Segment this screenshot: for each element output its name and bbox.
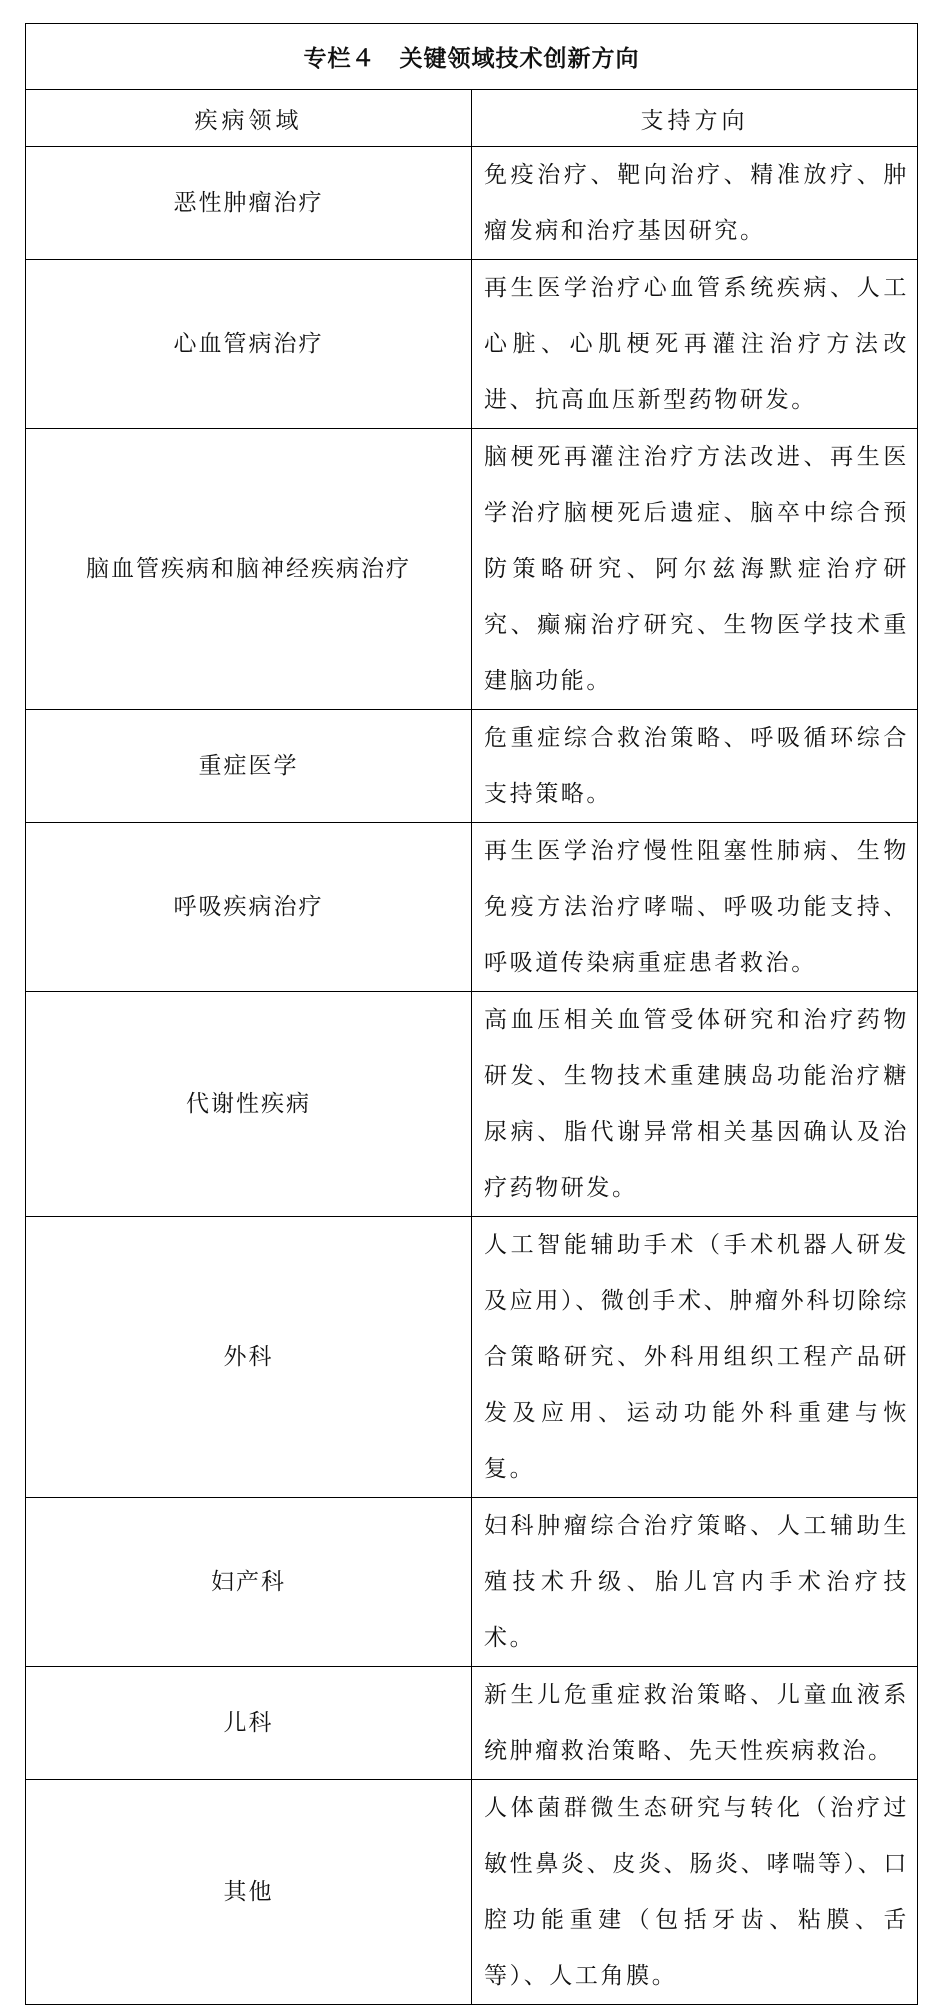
table-row xyxy=(26,147,918,260)
table-title: 专栏４ 关键领域技术创新方向 xyxy=(26,24,918,90)
column-header-direction: 支持方向 xyxy=(472,90,918,147)
field-cell: 脑血管疾病和脑神经疾病治疗 xyxy=(26,429,472,710)
direction-cell: 免疫治疗、靶向治疗、精准放疗、肿瘤发病和治疗基因研究。 xyxy=(472,147,918,260)
table-row xyxy=(26,429,918,710)
field-cell: 外科 xyxy=(26,1217,472,1498)
field-cell: 妇产科 xyxy=(26,1498,472,1667)
direction-cell: 再生医学治疗心血管系统疾病、人工心脏、心肌梗死再灌注治疗方法改进、抗高血压新型药物研发。 xyxy=(472,260,918,429)
direction-cell: 人工智能辅助手术（手术机器人研发及应用）、微创手术、肿瘤外科切除综合策略研究、外科用组织工程产品研发及应用、运动功能外科重建与恢复。 xyxy=(472,1217,918,1498)
table-row xyxy=(26,823,918,992)
table-row xyxy=(26,1217,918,1498)
direction-cell: 人体菌群微生态研究与转化（治疗过敏性鼻炎、皮炎、肠炎、哮喘等）、口腔功能重建（包括牙齿、粘膜、舌等）、人工角膜。 xyxy=(472,1780,918,2005)
field-cell: 呼吸疾病治疗 xyxy=(26,823,472,992)
field-cell: 儿科 xyxy=(26,1667,472,1780)
direction-cell: 妇科肿瘤综合治疗策略、人工辅助生殖技术升级、胎儿宫内手术治疗技术。 xyxy=(472,1498,918,1667)
field-cell: 代谢性疾病 xyxy=(26,992,472,1217)
column-header-field: 疾病领域 xyxy=(26,90,472,147)
table-row xyxy=(26,1667,918,1780)
direction-cell: 危重症综合救治策略、呼吸循环综合支持策略。 xyxy=(472,710,918,823)
direction-cell: 高血压相关血管受体研究和治疗药物研发、生物技术重建胰岛功能治疗糖尿病、脂代谢异常相关基因确认及治疗药物研发。 xyxy=(472,992,918,1217)
table-row xyxy=(26,1780,918,2005)
table-row xyxy=(26,992,918,1217)
direction-cell: 脑梗死再灌注治疗方法改进、再生医学治疗脑梗死后遗症、脑卒中综合预防策略研究、阿尔兹海默症治疗研究、癫痫治疗研究、生物医学技术重建脑功能。 xyxy=(472,429,918,710)
table-row xyxy=(26,710,918,823)
direction-cell: 新生儿危重症救治策略、儿童血液系统肿瘤救治策略、先天性疾病救治。 xyxy=(472,1667,918,1780)
field-cell: 心血管病治疗 xyxy=(26,260,472,429)
field-cell: 重症医学 xyxy=(26,710,472,823)
header-row xyxy=(26,90,918,147)
direction-cell: 再生医学治疗慢性阻塞性肺病、生物免疫方法治疗哮喘、呼吸功能支持、呼吸道传染病重症患者救治。 xyxy=(472,823,918,992)
field-cell: 恶性肿瘤治疗 xyxy=(26,147,472,260)
table-row xyxy=(26,260,918,429)
innovation-directions-table xyxy=(25,23,918,2005)
field-cell: 其他 xyxy=(26,1780,472,2005)
table-row xyxy=(26,1498,918,1667)
